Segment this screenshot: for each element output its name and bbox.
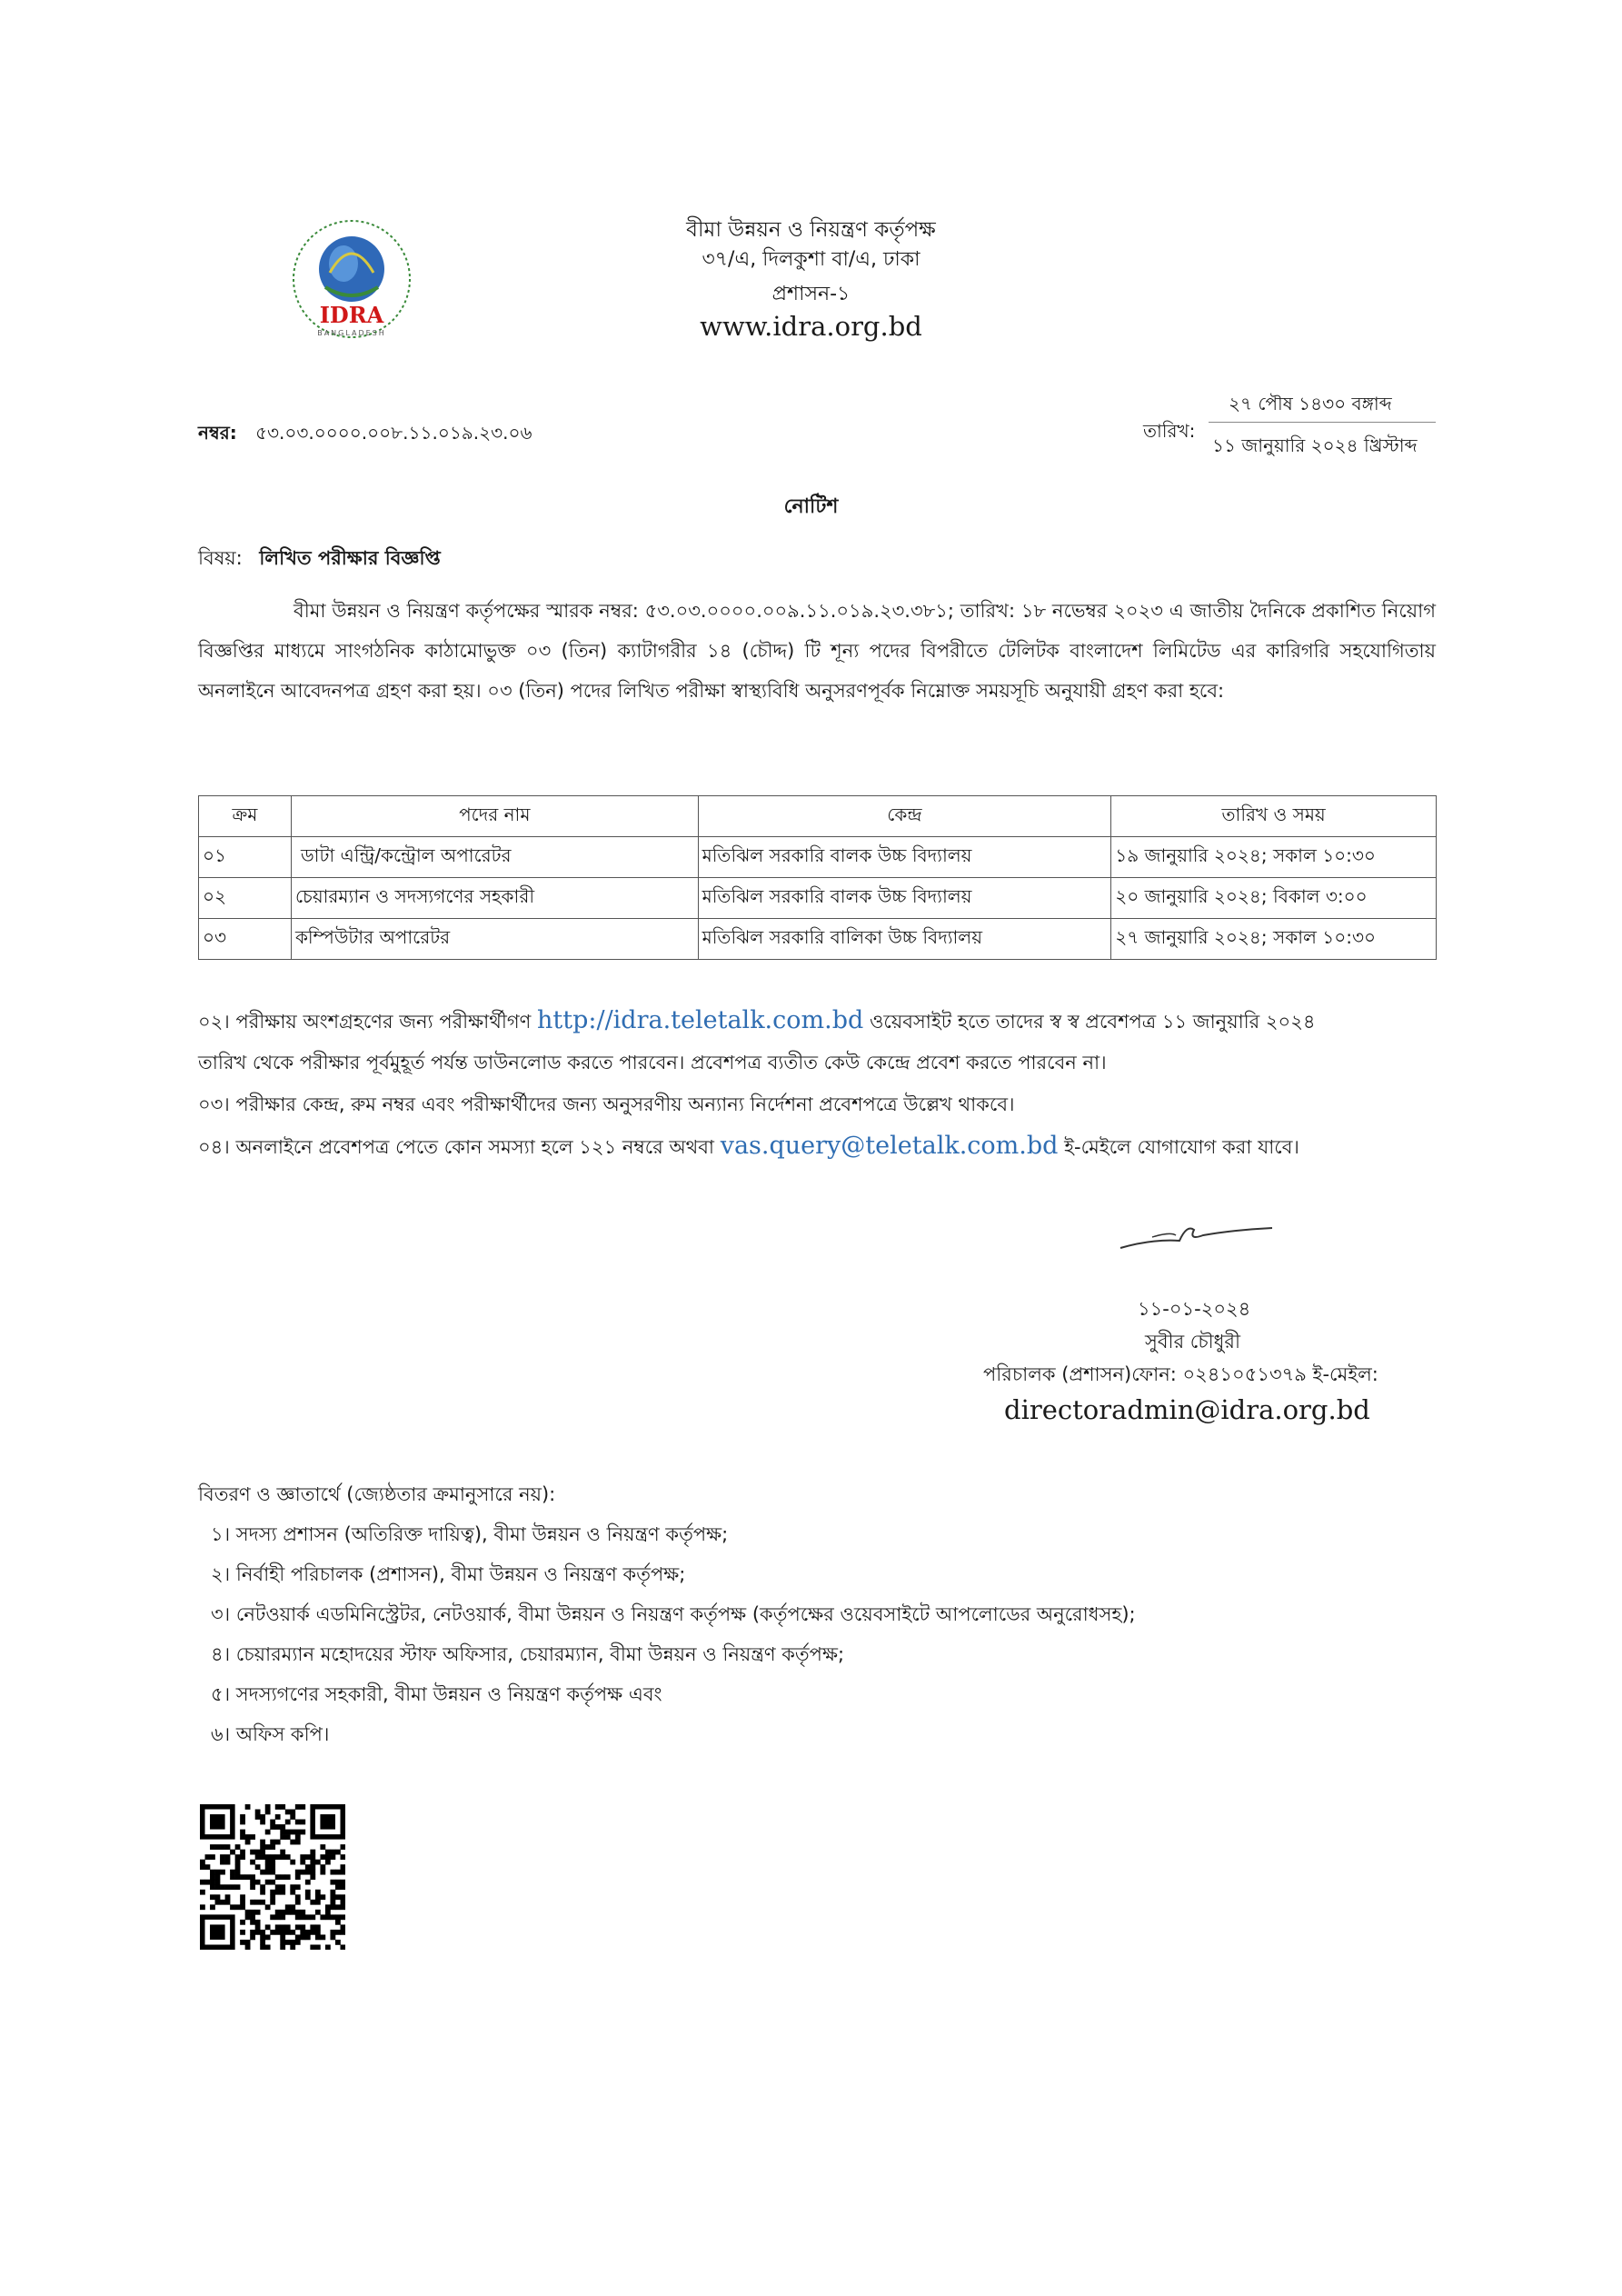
cell-center: মতিঝিল সরকারি বালক উচ্চ বিদ্যালয় — [698, 878, 1111, 919]
cell-serial: ০২ — [199, 878, 292, 919]
note-3: ০৩। পরীক্ষার কেন্দ্র, রুম নম্বর এবং পরীক্ষার্থীদের জন্য অনুসরণীয় অন্যান্য নির্দেশনা প্রবেশপত্রে উল্লেখ থাকবে। — [198, 1093, 1015, 1115]
qr-code-icon — [200, 1804, 345, 1950]
subject-text: লিখিত পরীক্ষার বিজ্ঞপ্তি — [259, 547, 441, 569]
list-item: ২। নির্বাহী পরিচালক (প্রশাসন), বীমা উন্নয়ন ও নিয়ন্ত্রণ কর্তৃপক্ষ; — [211, 1563, 686, 1585]
table-row — [199, 878, 1437, 919]
list-item: ১। সদস্য প্রশাসন (অতিরিক্ত দায়িত্ব), বীমা উন্নয়ন ও নিয়ন্ত্রণ কর্তৃপক্ষ; — [211, 1523, 729, 1545]
note-4 — [198, 1125, 1443, 1168]
qr-code — [200, 1804, 345, 1950]
table-row — [199, 837, 1437, 878]
note-4-post: ই-মেইলে যোগাযোগ করা যাবে। — [1064, 1136, 1299, 1158]
org-name: বীমা উন্নয়ন ও নিয়ন্ত্রণ কর্তৃপক্ষ — [686, 218, 936, 242]
note-2-post: ওয়েবসাইট হতে তাদের স্ব স্ব প্রবেশপত্র ১১ জানুয়ারি ২০২৪ — [869, 1011, 1316, 1033]
intro-paragraph — [198, 591, 1436, 711]
note-2 — [198, 1000, 1443, 1043]
cell-serial: ০১ — [199, 837, 292, 878]
department: প্রশাসন-১ — [771, 283, 851, 305]
date-divider — [1209, 422, 1436, 423]
distribution-heading: বিতরণ ও জ্ঞাতার্থে (জ্যেষ্ঠতার ক্রমানুসারে নয়): — [198, 1483, 556, 1505]
table-header-row — [199, 796, 1437, 837]
note-2-pre: ০২। পরীক্ষায় অংশগ্রহণের জন্য পরীক্ষার্থীগণ — [198, 1011, 532, 1033]
note-4-pre: ০৪। অনলাইনে প্রবেশপত্র পেতে কোন সমস্যা হলে ১২১ নম্বরে অথবা — [198, 1136, 715, 1158]
reference-value: ৫৩.০৩.০০০০.০০৮.১১.০১৯.২৩.০৬ — [255, 422, 532, 444]
notice-title: নোটিশ — [783, 495, 839, 518]
cell-center: মতিঝিল সরকারি বালিকা উচ্চ বিদ্যালয় — [698, 919, 1111, 960]
col-header-post: পদের নাম — [291, 796, 698, 837]
reference-label: নম্বর: — [198, 422, 237, 444]
logo-text: IDRA — [319, 302, 384, 328]
note-2-line2: তারিখ থেকে পরীক্ষার পূর্বমুহূর্ত পর্যন্ত ডাউনলোড করতে পারবেন। প্রবেশপত্র ব্যতীত কেউ কেন্দ্রে প্রবেশ করতে পারবেন না। — [198, 1052, 1107, 1073]
cell-center: মতিঝিল সরকারি বালক উচ্চ বিদ্যালয় — [698, 837, 1111, 878]
col-header-serial: ক্রম — [199, 796, 292, 837]
logo-subtext: BANGLADESH — [317, 329, 386, 337]
signatory-name: সুবীর চৌধুরী — [1145, 1331, 1240, 1353]
cell-serial: ০৩ — [199, 919, 292, 960]
support-email-link[interactable]: vas.query@teletalk.com.bd — [720, 1132, 1059, 1160]
org-address: ৩৭/এ, দিলকুশা বা/এ, ঢাকা — [702, 248, 920, 271]
date-label: তারিখ: — [1143, 420, 1196, 442]
intro-text: বীমা উন্নয়ন ও নিয়ন্ত্রণ কর্তৃপক্ষের স্মারক নম্বর: ৫৩.০৩.০০০০.০০৯.১১.০১৯.২৩.৩৮১; তারিখ: ১৮ নভেম্বর ২০২৩ এ জাতীয় দৈনিকে প্রকাশিত নিয়োগ বিজ্ঞপ্তির মাধ্যমে সাংগঠনিক কাঠামোভুক্ত ০৩ (তিন) ক্যাটাগরীর ১৪ (চৌদ্দ) টি শূন্য পদের বিপরীতে টেলিটক বাংলাদেশ লিমিটেড এর কারিগরি সহযোগিতায় অনলাইনে আবেদনপত্র গ্রহণ করা হয়। ০৩ (তিন) পদের লিখিত পরীক্ষা স্বাস্থ্যবিধি অনুসরণপূর্বক নিম্নোক্ত সময়সূচি অনুযায়ী গ্রহণ করা হবে: — [198, 600, 1436, 702]
cell-datetime: ১৯ জানুয়ারি ২০২৪; সকাল ১০:৩০ — [1111, 837, 1437, 878]
list-item: ৫। সদস্যগণের সহকারী, বীমা উন্নয়ন ও নিয়ন্ত্রণ কর্তৃপক্ষ এবং — [211, 1683, 662, 1705]
date-english: ১১ জানুয়ারি ২০২৪ খ্রিস্টাব্দ — [1212, 434, 1418, 456]
subject-label: বিষয়: — [198, 547, 243, 569]
teletalk-link[interactable]: http://idra.teletalk.com.bd — [537, 1006, 864, 1034]
col-header-datetime: তারিখ ও সময় — [1111, 796, 1437, 837]
signature-image — [1116, 1204, 1279, 1263]
distribution-list — [211, 1514, 1136, 1754]
cell-post: চেয়ারম্যান ও সদস্যগণের সহকারী — [291, 878, 698, 919]
table-row — [199, 919, 1437, 960]
reference-number — [198, 420, 532, 450]
col-header-center: কেন্দ্র — [698, 796, 1111, 837]
subject-line — [198, 544, 441, 575]
list-item: ৪। চেয়ারম্যান মহোদয়ের স্টাফ অফিসার, চেয়ারম্যান, বীমা উন্নয়ন ও নিয়ন্ত্রণ কর্তৃপক্ষ; — [211, 1643, 845, 1665]
cell-datetime: ২০ জানুয়ারি ২০২৪; বিকাল ৩:০০ — [1111, 878, 1437, 919]
date-bangla: ২৭ পৌষ ১৪৩০ বঙ্গাব্দ — [1229, 393, 1392, 414]
cell-post: ডাটা এন্ট্রি/কন্ট্রোল অপারেটর — [291, 837, 698, 878]
exam-schedule-table — [198, 795, 1437, 960]
signatory-email: directoradmin@idra.org.bd — [1004, 1394, 1370, 1425]
list-item: ৬। অফিস কপি। — [211, 1723, 330, 1745]
list-item: ৩। নেটওয়ার্ক এডমিনিস্ট্রেটর, নেটওয়ার্ক, বীমা উন্নয়ন ও নিয়ন্ত্রণ কর্তৃপক্ষ (কর্তৃপক্ষের ওয়েবসাইটে আপলোডের অনুরোধসহ); — [211, 1603, 1136, 1625]
signature-date: ১১-০১-২০২৪ — [1138, 1298, 1251, 1320]
signatory-designation: পরিচালক (প্রশাসন)ফোন: ০২৪১০৫১৩৭৯ ই-মেইল: — [983, 1363, 1378, 1385]
website: www.idra.org.bd — [700, 311, 922, 342]
cell-datetime: ২৭ জানুয়ারি ২০২৪; সকাল ১০:৩০ — [1111, 919, 1437, 960]
cell-post: কম্পিউটার অপারেটর — [291, 919, 698, 960]
